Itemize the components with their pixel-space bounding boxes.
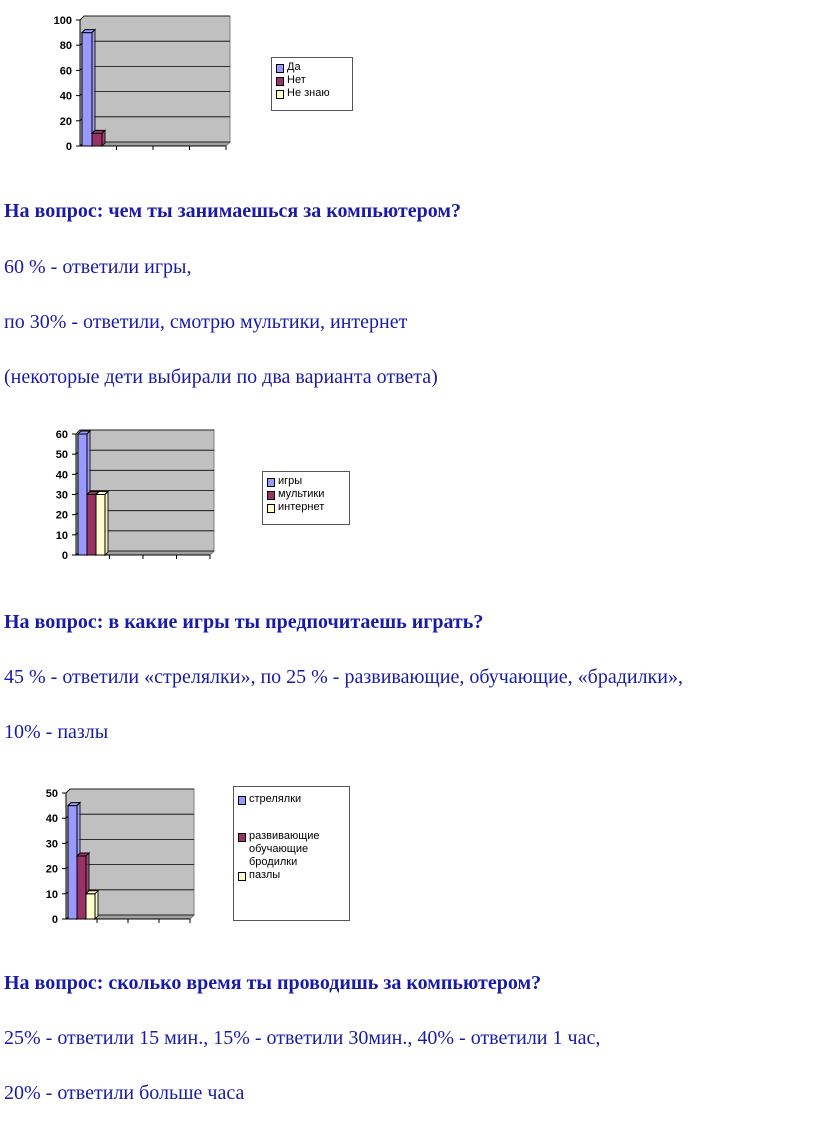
legend-item [276, 74, 348, 87]
legend-item [238, 793, 345, 806]
legend-swatch [276, 77, 284, 86]
y-tick-label: 0 [51, 914, 58, 926]
legend-swatch [267, 491, 275, 500]
legend-item [276, 87, 348, 100]
legend-label: пазлы [249, 869, 281, 881]
legend-swatch [238, 796, 246, 805]
y-tick-label: 30 [55, 489, 68, 502]
bar [96, 492, 108, 556]
legend-swatch [267, 478, 275, 487]
y-tick-label: 80 [59, 40, 72, 53]
question-activity-heading: На вопрос: чем ты занимаешься за компьютером? [4, 200, 461, 222]
answer-line: 25% - ответили 15 мин., 15% - ответили 30мин., 40% - ответили 1 час, [4, 1027, 601, 1049]
legend-swatch [276, 90, 284, 99]
y-tick-label: 0 [61, 550, 68, 562]
legend-label: интернет [278, 501, 325, 513]
legend-item [267, 501, 345, 514]
y-tick-label: 20 [45, 863, 58, 876]
y-tick-label: 100 [53, 15, 72, 27]
legend-label: Да [287, 61, 301, 73]
legend-item [238, 830, 345, 869]
chart-3-legend [233, 786, 350, 921]
legend-label: игры [278, 475, 303, 487]
legend-label: развивающие обучающие бродилки [249, 830, 320, 868]
legend-label: стрелялки [249, 793, 302, 805]
y-tick-label: 10 [45, 888, 58, 901]
legend-swatch [276, 64, 284, 73]
answer-line: 45 % - ответили «стрелялки», по 25 % - развивающие, обучающие, «брадилки», [4, 666, 683, 688]
legend-label: Не знаю [287, 87, 330, 99]
y-tick-label: 30 [45, 838, 58, 851]
legend-label: Нет [287, 74, 306, 86]
legend-swatch [238, 833, 246, 842]
chart-2-plot [30, 425, 220, 570]
legend-swatch [267, 504, 275, 513]
y-tick-label: 10 [55, 529, 68, 542]
chart-1 [30, 8, 250, 158]
y-tick-label: 20 [59, 115, 72, 128]
answer-line: 60 % - ответили игры, [4, 256, 192, 278]
y-tick-label: 0 [65, 141, 72, 153]
legend-item [267, 488, 345, 501]
y-tick-label: 60 [59, 65, 72, 78]
answer-line: 10% - пазлы [4, 721, 109, 743]
y-tick-label: 60 [55, 429, 68, 441]
chart-1-legend [271, 57, 353, 111]
chart-3-plot [30, 783, 200, 933]
legend-item [276, 61, 348, 74]
y-tick-label: 40 [55, 469, 68, 482]
bar [92, 130, 105, 146]
question-games-heading: На вопрос: в какие игры ты предпочитаешь играть? [4, 611, 484, 633]
chart-2 [30, 425, 220, 570]
answer-line: (некоторые дети выбирали по два варианта ответа) [4, 366, 438, 388]
legend-item [238, 869, 345, 882]
answer-line: по 30% - ответили, смотрю мультики, интернет [4, 311, 408, 333]
chart-3 [30, 783, 200, 933]
y-tick-label: 40 [59, 90, 72, 103]
bar [82, 30, 95, 146]
legend-item [267, 475, 345, 488]
y-tick-label: 50 [45, 788, 58, 800]
bar [86, 891, 98, 919]
question-time-heading: На вопрос: сколько время ты проводишь за компьютером? [4, 972, 542, 994]
chart-2-legend [262, 471, 350, 525]
answer-line: 20% - ответили больше часа [4, 1082, 245, 1104]
y-tick-label: 20 [55, 509, 68, 522]
legend-swatch [238, 872, 246, 881]
y-tick-label: 40 [45, 813, 58, 826]
legend-label: мультики [278, 488, 325, 500]
y-tick-label: 50 [55, 449, 68, 462]
chart-1-plot [30, 8, 250, 158]
plot-area [80, 16, 230, 146]
